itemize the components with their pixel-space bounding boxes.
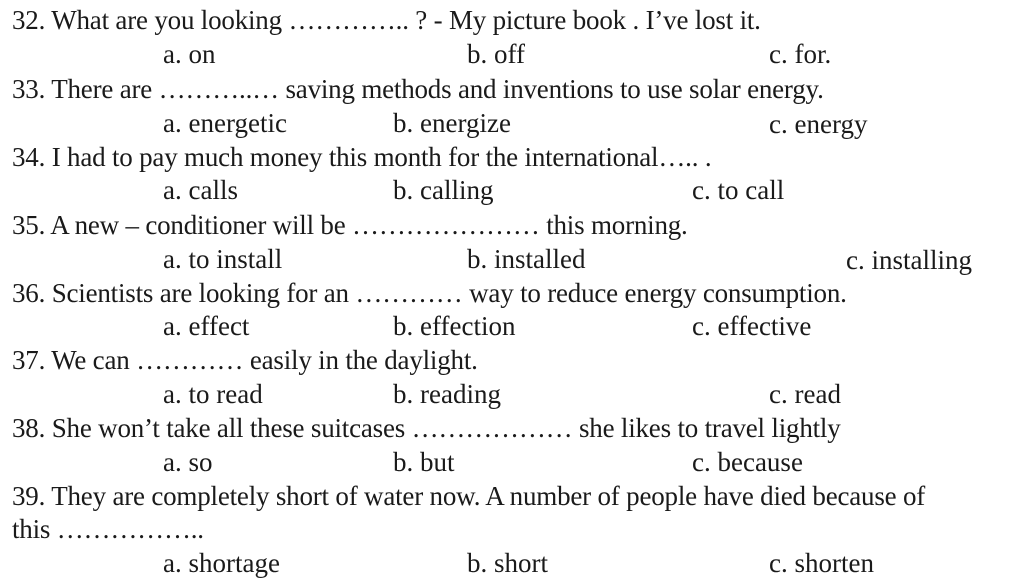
question-34-text: 34. I had to pay much money this month for the international….. . — [12, 142, 712, 172]
question-39-option-b: b. short — [467, 548, 548, 578]
question-35-text: 35. A new – conditioner will be ………………… this morning. — [12, 210, 688, 240]
question-36-option-a: a. effect — [163, 311, 250, 341]
question-39-text-line-2: this …………….. — [12, 514, 204, 544]
question-37-text: 37. We can ………… easily in the daylight. — [12, 345, 478, 375]
question-39-option-a: a. shortage — [163, 548, 280, 578]
question-33-option-a: a. energetic — [163, 108, 287, 138]
question-37-option-b: b. reading — [393, 379, 501, 409]
question-32-option-b: b. off — [467, 39, 525, 69]
question-35-option-b: b. installed — [467, 244, 586, 274]
question-32-option-c: c. for. — [769, 39, 832, 69]
question-39-text-line-1: 39. They are completely short of water now. A number of people have died because of — [12, 481, 926, 511]
question-34-option-b: b. calling — [393, 175, 494, 205]
question-39-option-c: c. shorten — [769, 548, 874, 578]
question-35-option-c: c. installing — [846, 245, 972, 275]
question-33-text: 33. There are ………..… saving methods and inventions to use solar energy. — [12, 74, 824, 104]
question-38-option-b: b. but — [393, 447, 455, 477]
question-38-option-a: a. so — [163, 447, 213, 477]
question-36-text: 36. Scientists are looking for an ………… way to reduce energy consumption. — [12, 278, 847, 308]
question-33-option-b: b. energize — [393, 108, 511, 138]
question-35-option-a: a. to install — [163, 244, 283, 274]
question-38-option-c: c. because — [692, 447, 803, 477]
question-32-option-a: a. on — [163, 39, 216, 69]
question-38-text: 38. She won’t take all these suitcases ……………… she likes to travel lightly — [12, 413, 841, 443]
question-34-option-a: a. calls — [163, 175, 238, 205]
question-36-option-c: c. effective — [692, 311, 812, 341]
question-36-option-b: b. effection — [393, 311, 516, 341]
question-34-option-c: c. to call — [692, 175, 785, 205]
question-37-option-c: c. read — [769, 379, 841, 409]
question-32-text: 32. What are you looking ………….. ? - My picture book . I’ve lost it. — [12, 5, 761, 35]
question-37-option-a: a. to read — [163, 379, 263, 409]
question-33-option-c: c. energy — [769, 109, 868, 139]
